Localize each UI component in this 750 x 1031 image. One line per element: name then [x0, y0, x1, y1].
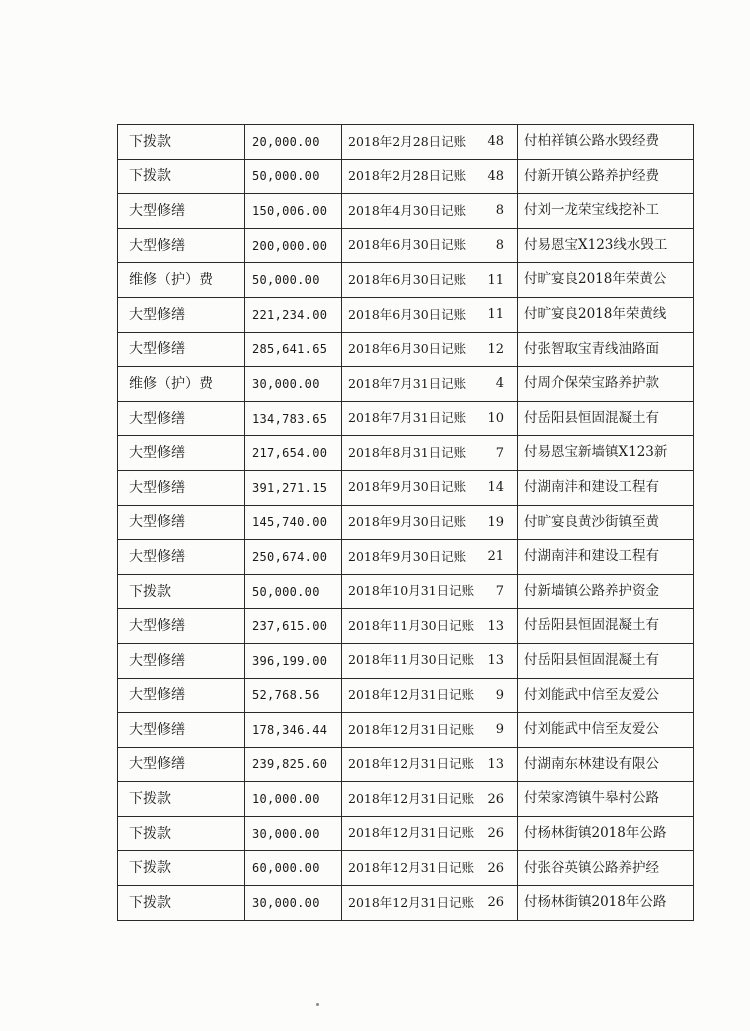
posting-date-cell: 2018年12月31日记账: [342, 782, 480, 817]
description-cell: 付湖南东林建设有限公: [518, 747, 694, 782]
expense-type-cell: 大型修缮: [118, 540, 245, 575]
posting-date-cell: 2018年6月30日记账: [342, 263, 480, 298]
table-row: [118, 747, 694, 782]
posting-date-cell: 2018年10月31日记账: [342, 574, 480, 609]
voucher-number-cell: 48: [480, 159, 518, 194]
table-row: [118, 194, 694, 229]
amount-cell: 145,740.00: [245, 505, 342, 540]
amount-cell: 239,825.60: [245, 747, 342, 782]
posting-date-cell: 2018年7月31日记账: [342, 401, 480, 436]
amount-cell: 50,000.00: [245, 263, 342, 298]
expense-type-cell: 下拨款: [118, 816, 245, 851]
voucher-number-cell: 26: [480, 886, 518, 921]
posting-date-cell: 2018年2月28日记账: [342, 125, 480, 160]
description-cell: 付荣家湾镇牛皋村公路: [518, 782, 694, 817]
amount-cell: 30,000.00: [245, 816, 342, 851]
description-cell: 付刘能武中信至友爱公: [518, 713, 694, 748]
expense-type-cell: 大型修缮: [118, 747, 245, 782]
expense-type-cell: 下拨款: [118, 574, 245, 609]
table-row: [118, 540, 694, 575]
description-cell: 付刘能武中信至友爱公: [518, 678, 694, 713]
ledger-table: [117, 124, 694, 921]
posting-date-cell: 2018年9月30日记账: [342, 505, 480, 540]
description-cell: 付岳阳县恒固混凝土有: [518, 643, 694, 678]
expense-type-cell: 大型修缮: [118, 194, 245, 229]
description-cell: 付张智取宝青线油路面: [518, 332, 694, 367]
amount-cell: 52,768.56: [245, 678, 342, 713]
posting-date-cell: 2018年12月31日记账: [342, 816, 480, 851]
amount-cell: 60,000.00: [245, 851, 342, 886]
amount-cell: 50,000.00: [245, 574, 342, 609]
description-cell: 付周介保荣宝路养护款: [518, 367, 694, 402]
voucher-number-cell: 26: [480, 782, 518, 817]
amount-cell: 237,615.00: [245, 609, 342, 644]
amount-cell: 221,234.00: [245, 297, 342, 332]
table-row: [118, 436, 694, 471]
description-cell: 付湖南沣和建设工程有: [518, 540, 694, 575]
posting-date-cell: 2018年4月30日记账: [342, 194, 480, 229]
amount-cell: 50,000.00: [245, 159, 342, 194]
expense-type-cell: 大型修缮: [118, 643, 245, 678]
table-row: [118, 782, 694, 817]
posting-date-cell: 2018年8月31日记账: [342, 436, 480, 471]
table-row: [118, 263, 694, 298]
voucher-number-cell: 13: [480, 747, 518, 782]
voucher-number-cell: 26: [480, 816, 518, 851]
amount-cell: 10,000.00: [245, 782, 342, 817]
amount-cell: 217,654.00: [245, 436, 342, 471]
voucher-number-cell: 9: [480, 678, 518, 713]
voucher-number-cell: 9: [480, 713, 518, 748]
posting-date-cell: 2018年12月31日记账: [342, 886, 480, 921]
voucher-number-cell: 12: [480, 332, 518, 367]
posting-date-cell: 2018年11月30日记账: [342, 609, 480, 644]
voucher-number-cell: 8: [480, 194, 518, 229]
posting-date-cell: 2018年2月28日记账: [342, 159, 480, 194]
posting-date-cell: 2018年9月30日记账: [342, 540, 480, 575]
amount-cell: 20,000.00: [245, 125, 342, 160]
amount-cell: 150,006.00: [245, 194, 342, 229]
table-row: [118, 713, 694, 748]
table-row: [118, 297, 694, 332]
voucher-number-cell: 11: [480, 297, 518, 332]
table-row: [118, 609, 694, 644]
description-cell: 付杨林街镇2018年公路: [518, 886, 694, 921]
description-cell: 付旷宴良2018年荣黄线: [518, 297, 694, 332]
description-cell: 付湖南沣和建设工程有: [518, 470, 694, 505]
description-cell: 付新开镇公路养护经费: [518, 159, 694, 194]
table-row: [118, 367, 694, 402]
scan-speck: [316, 1003, 319, 1006]
description-cell: 付新墙镇公路养护资金: [518, 574, 694, 609]
expense-type-cell: 下拨款: [118, 159, 245, 194]
voucher-number-cell: 11: [480, 263, 518, 298]
expense-type-cell: 下拨款: [118, 125, 245, 160]
ledger-table-body: [118, 125, 694, 921]
description-cell: 付旷宴良2018年荣黄公: [518, 263, 694, 298]
voucher-number-cell: 13: [480, 609, 518, 644]
voucher-number-cell: 14: [480, 470, 518, 505]
expense-type-cell: 大型修缮: [118, 678, 245, 713]
expense-type-cell: 大型修缮: [118, 401, 245, 436]
amount-cell: 250,674.00: [245, 540, 342, 575]
table-row: [118, 332, 694, 367]
amount-cell: 178,346.44: [245, 713, 342, 748]
posting-date-cell: 2018年12月31日记账: [342, 851, 480, 886]
table-row: [118, 125, 694, 160]
description-cell: 付岳阳县恒固混凝土有: [518, 401, 694, 436]
expense-type-cell: 下拨款: [118, 851, 245, 886]
posting-date-cell: 2018年6月30日记账: [342, 228, 480, 263]
expense-type-cell: 维修（护）费: [118, 263, 245, 298]
voucher-number-cell: 13: [480, 643, 518, 678]
description-cell: 付柏祥镇公路水毁经费: [518, 125, 694, 160]
table-row: [118, 678, 694, 713]
posting-date-cell: 2018年9月30日记账: [342, 470, 480, 505]
expense-type-cell: 大型修缮: [118, 228, 245, 263]
table-row: [118, 228, 694, 263]
expense-type-cell: 大型修缮: [118, 505, 245, 540]
voucher-number-cell: 4: [480, 367, 518, 402]
table-row: [118, 470, 694, 505]
amount-cell: 396,199.00: [245, 643, 342, 678]
voucher-number-cell: 26: [480, 851, 518, 886]
posting-date-cell: 2018年7月31日记账: [342, 367, 480, 402]
amount-cell: 285,641.65: [245, 332, 342, 367]
description-cell: 付杨林街镇2018年公路: [518, 816, 694, 851]
voucher-number-cell: 7: [480, 436, 518, 471]
amount-cell: 134,783.65: [245, 401, 342, 436]
table-row: [118, 643, 694, 678]
posting-date-cell: 2018年12月31日记账: [342, 713, 480, 748]
voucher-number-cell: 10: [480, 401, 518, 436]
table-row: [118, 505, 694, 540]
voucher-number-cell: 7: [480, 574, 518, 609]
voucher-number-cell: 21: [480, 540, 518, 575]
table-row: [118, 886, 694, 921]
amount-cell: 200,000.00: [245, 228, 342, 263]
posting-date-cell: 2018年12月31日记账: [342, 747, 480, 782]
posting-date-cell: 2018年12月31日记账: [342, 678, 480, 713]
description-cell: 付岳阳县恒固混凝土有: [518, 609, 694, 644]
expense-type-cell: 大型修缮: [118, 436, 245, 471]
amount-cell: 30,000.00: [245, 367, 342, 402]
description-cell: 付张谷英镇公路养护经: [518, 851, 694, 886]
expense-type-cell: 大型修缮: [118, 609, 245, 644]
table-row: [118, 401, 694, 436]
amount-cell: 30,000.00: [245, 886, 342, 921]
table-row: [118, 851, 694, 886]
posting-date-cell: 2018年6月30日记账: [342, 297, 480, 332]
voucher-number-cell: 8: [480, 228, 518, 263]
description-cell: 付刘一龙荣宝线挖补工: [518, 194, 694, 229]
table-row: [118, 816, 694, 851]
expense-type-cell: 大型修缮: [118, 332, 245, 367]
expense-type-cell: 下拨款: [118, 886, 245, 921]
expense-type-cell: 大型修缮: [118, 713, 245, 748]
description-cell: 付旷宴良黄沙街镇至黄: [518, 505, 694, 540]
description-cell: 付易恩宝X123线水毁工: [518, 228, 694, 263]
voucher-number-cell: 48: [480, 125, 518, 160]
expense-type-cell: 大型修缮: [118, 470, 245, 505]
expense-type-cell: 维修（护）费: [118, 367, 245, 402]
table-row: [118, 574, 694, 609]
table-row: [118, 159, 694, 194]
posting-date-cell: 2018年6月30日记账: [342, 332, 480, 367]
expense-type-cell: 下拨款: [118, 782, 245, 817]
voucher-number-cell: 19: [480, 505, 518, 540]
expense-type-cell: 大型修缮: [118, 297, 245, 332]
amount-cell: 391,271.15: [245, 470, 342, 505]
description-cell: 付易恩宝新墙镇X123新: [518, 436, 694, 471]
posting-date-cell: 2018年11月30日记账: [342, 643, 480, 678]
